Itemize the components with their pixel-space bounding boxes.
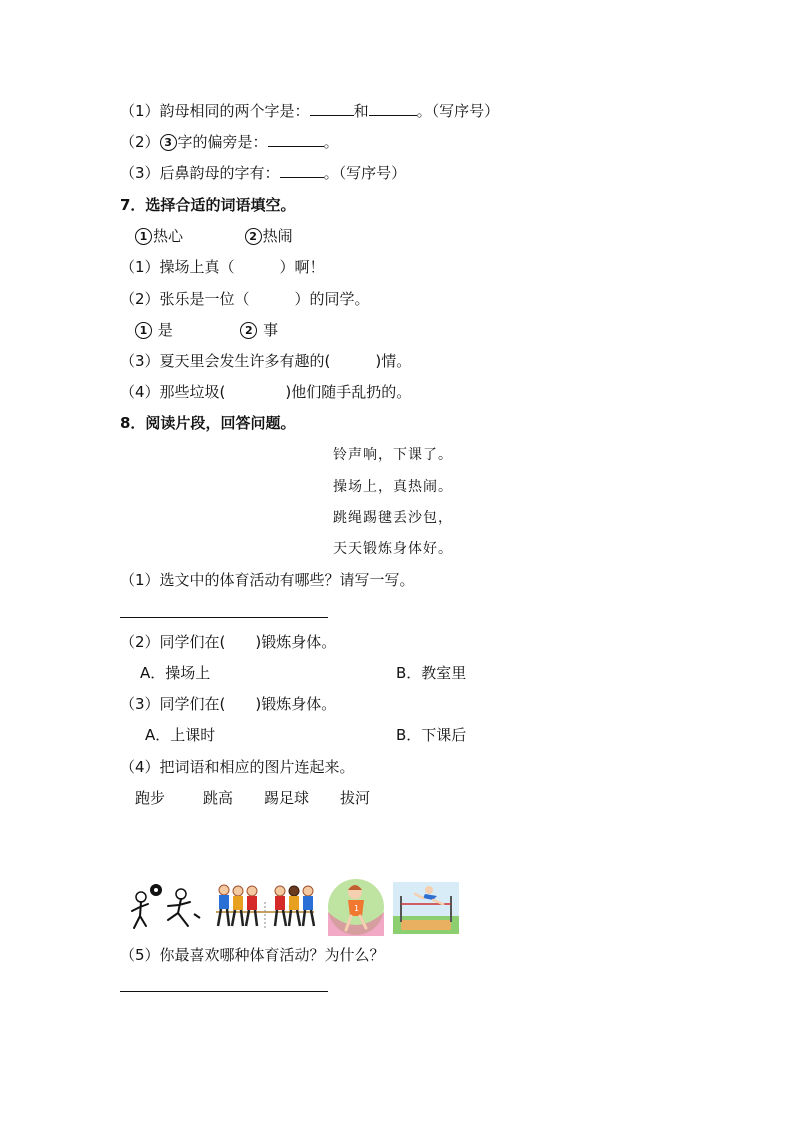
poem-line-1: 铃声响，下课了。 xyxy=(333,447,453,463)
q6-sub1-blank-1[interactable] xyxy=(310,101,354,116)
q7-sub4: （4）那些垃圾( )他们随手乱扔的。 xyxy=(120,383,412,401)
q7-option-1-label: 热心 xyxy=(153,227,184,245)
q6-sub1-number: （1） xyxy=(120,102,160,120)
circled-number-2: 2 xyxy=(240,322,257,339)
q8-sub4: （4）把词语和相应的图片连起来。 xyxy=(120,758,355,776)
q6-sub1-and: 和 xyxy=(353,102,369,120)
q6-sub3 xyxy=(120,163,406,183)
q8-sub1-answer-line[interactable] xyxy=(120,617,328,618)
circled-number-1: 1 xyxy=(135,322,152,339)
q8-word-2[interactable]: 跳高 xyxy=(203,789,234,807)
q6-sub1 xyxy=(120,101,499,121)
q6-sub2-blank[interactable] xyxy=(268,132,324,147)
q6-sub2-text: 字的偏旁是： xyxy=(177,133,268,151)
q6-sub3-blank[interactable] xyxy=(280,163,324,178)
q8-sub2: （2）同学们在( )锻炼身体。 xyxy=(120,633,337,651)
q8-word-3[interactable]: 踢足球 xyxy=(264,789,310,807)
tug-of-war-picture[interactable] xyxy=(210,882,320,934)
soccer-kids-picture[interactable] xyxy=(128,880,204,936)
q6-sub3-number: （3） xyxy=(120,164,160,182)
q6-sub2-suffix: 。 xyxy=(323,133,339,151)
q8-sub3-option-a[interactable]: A．上课时 xyxy=(145,726,216,744)
poem-line-2: 操场上，真热闹。 xyxy=(333,479,453,495)
circled-number-1: 1 xyxy=(135,228,152,245)
high-jump-picture[interactable] xyxy=(393,882,459,934)
q8-word-1[interactable]: 跑步 xyxy=(135,789,166,807)
q8-sub3: （3）同学们在( )锻炼身体。 xyxy=(120,695,337,713)
q6-sub3-suffix: 。（写序号） xyxy=(323,164,407,182)
circled-number-2: 2 xyxy=(245,228,262,245)
q7-options-1 xyxy=(135,226,293,246)
q7-options-2 xyxy=(135,320,278,340)
circled-number-3: 3 xyxy=(160,134,177,151)
q6-sub2-number: （2） xyxy=(120,133,160,151)
q8-title: 8．阅读片段，回答问题。 xyxy=(120,414,296,432)
q6-sub1-text: 韵母相同的两个字是： xyxy=(159,102,310,120)
q8-sub1: （1）选文中的体育活动有哪些？请写一写。 xyxy=(120,571,415,589)
q7-option-2-2-label: 事 xyxy=(263,321,279,339)
q7-option-2-1-label: 是 xyxy=(157,321,173,339)
q6-sub2 xyxy=(120,132,339,152)
q7-sub2: （2）张乐是一位（ ）的同学。 xyxy=(120,290,370,308)
q6-sub1-suffix: 。（写序号） xyxy=(416,102,500,120)
q8-word-4[interactable]: 拔河 xyxy=(340,789,371,807)
svg-text:1: 1 xyxy=(354,904,360,913)
q8-sub2-option-b[interactable]: B．教室里 xyxy=(396,664,467,682)
q7-sub1: （1）操场上真（ ）啊！ xyxy=(120,258,325,276)
q8-sub5: （5）你最喜欢哪种体育活动？为什么？ xyxy=(120,946,385,964)
q8-sub3-option-b[interactable]: B．下课后 xyxy=(396,726,467,744)
q8-sub5-answer-line[interactable] xyxy=(120,991,328,992)
q6-sub3-text: 后鼻韵母的字有： xyxy=(159,164,280,182)
poem-line-4: 天天锻炼身体好。 xyxy=(333,541,453,557)
q6-sub1-blank-2[interactable] xyxy=(369,101,417,116)
q7-title: 7．选择合适的词语填空。 xyxy=(120,196,296,214)
q7-option-2-label: 热闹 xyxy=(262,227,293,245)
q7-sub3: （3）夏天里会发生许多有趣的( )情。 xyxy=(120,352,412,370)
poem-line-3: 跳绳踢毽丢沙包， xyxy=(333,510,453,526)
q8-sub2-option-a[interactable]: A．操场上 xyxy=(140,664,211,682)
running-girl-picture[interactable] xyxy=(326,878,386,936)
